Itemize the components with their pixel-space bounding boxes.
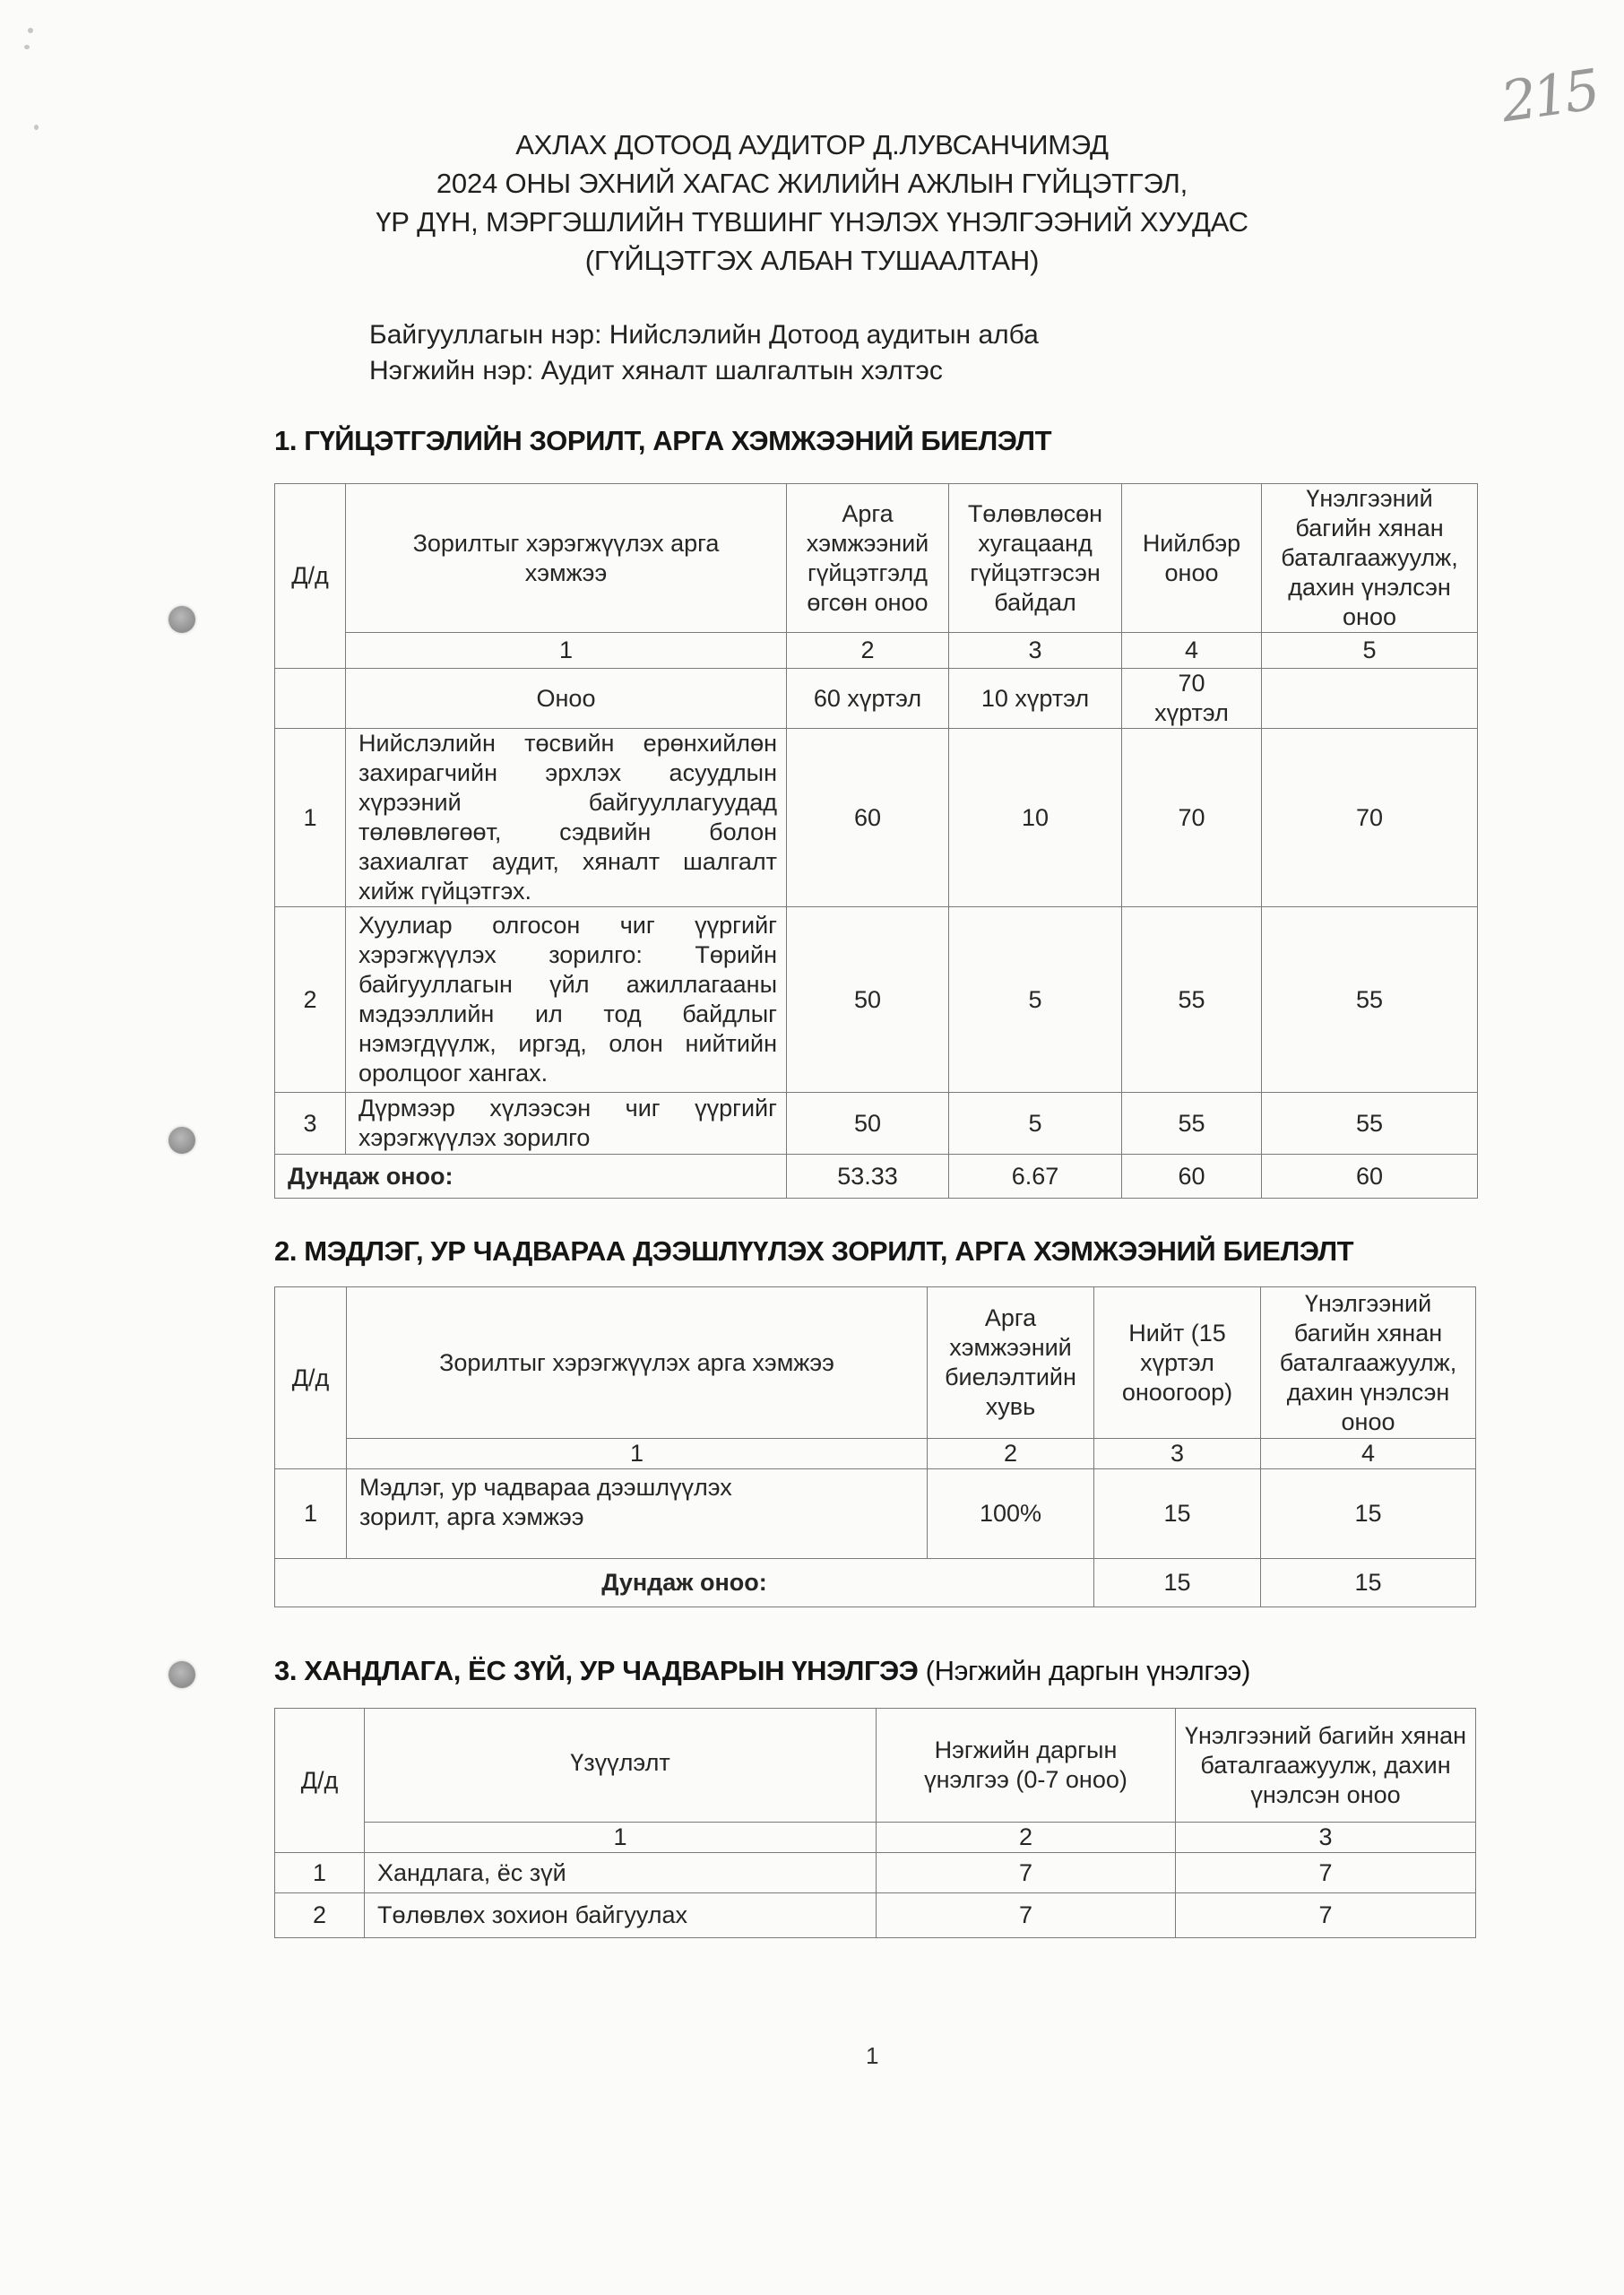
max-score-row	[275, 669, 1478, 729]
col-header-score: Арга хэмжээний гүйцэтгэлд өгсөн оноо	[787, 484, 949, 633]
section-1-heading: 1. ГҮЙЦЭТГЭЛИЙН ЗОРИЛТ, АРГА ХЭМЖЭЭНИЙ БИЕЛЭЛТ	[274, 425, 1052, 456]
organization-name: Байгууллагын нэр: Нийслэлийн Дотоод аудитын алба	[369, 320, 1039, 350]
row-c5: 55	[1262, 907, 1478, 1093]
col-header-desc: Зорилтыг хэрэгжүүлэх арга хэмжээ	[347, 1287, 928, 1439]
max-score-label: Оноо	[346, 669, 787, 729]
row-no: 1	[275, 729, 346, 907]
col-number: 1	[347, 1439, 928, 1469]
col-number: 3	[1094, 1439, 1261, 1469]
scan-speck	[24, 45, 30, 49]
title-line: АХЛАХ ДОТООД АУДИТОР Д.ЛУВСАНЧИМЭД	[515, 129, 1109, 160]
column-number-row	[275, 633, 1478, 669]
col-number: 2	[787, 633, 949, 669]
max-score-c2: 60 хүртэл	[787, 669, 949, 729]
average-c2: 53.33	[787, 1155, 949, 1199]
row-no: 2	[275, 1893, 365, 1938]
table-row	[275, 1853, 1476, 1893]
col-header-timeliness: Төлөвлөсөн хугацаанд гүйцэтгэсэн байдал	[949, 484, 1122, 633]
row-desc: Хандлага, ёс зүй	[365, 1853, 877, 1893]
row-c2: 50	[787, 907, 949, 1093]
col-number: 5	[1262, 633, 1478, 669]
title-line: 2024 ОНЫ ЭХНИЙ ХАГАС ЖИЛИЙН АЖЛЫН ГҮЙЦЭТГЭЛ,	[436, 168, 1188, 199]
col-header-completion: Арга хэмжээний биелэлтийн хувь	[928, 1287, 1094, 1439]
page-number: 1	[866, 2042, 879, 2069]
row-c4: 15	[1261, 1469, 1476, 1559]
row-no: 1	[275, 1469, 347, 1559]
scan-speck	[28, 28, 33, 33]
average-label: Дундаж оноо:	[275, 1155, 787, 1199]
average-row	[275, 1155, 1478, 1199]
table-header-row	[275, 484, 1478, 633]
table-row	[275, 1469, 1476, 1559]
col-header-total: Нийлбэр оноо	[1122, 484, 1262, 633]
section-3-heading-bold: 3. ХАНДЛАГА, ЁС ЗҮЙ, УР ЧАДВАРЫН ҮНЭЛГЭЭ	[274, 1655, 919, 1686]
row-c3: 7	[1176, 1893, 1476, 1938]
col-number: 3	[1176, 1823, 1476, 1853]
table-row	[275, 1893, 1476, 1938]
table-header-row	[275, 1287, 1476, 1439]
table-row	[275, 907, 1478, 1093]
col-header-reassessed: Үнэлгээний багийн хянан баталгаажуулж, дахин үнэлсэн оноо	[1261, 1287, 1476, 1439]
row-c4: 55	[1122, 1093, 1262, 1155]
section-3-heading-note: (Нэгжийн даргын үнэлгээ)	[918, 1655, 1251, 1686]
col-header-total: Нийт (15 хүртэл оноогоор)	[1094, 1287, 1261, 1439]
max-score-c5	[1262, 669, 1478, 729]
performance-goals-table	[274, 483, 1478, 1199]
average-label: Дундаж оноо:	[275, 1559, 1094, 1607]
col-header-no: Д/д	[275, 1709, 365, 1853]
col-number: 1	[346, 633, 787, 669]
col-header-reassessed: Үнэлгээний багийн хянан баталгаажуулж, дахин үнэлсэн оноо	[1176, 1709, 1476, 1823]
unit-name: Нэгжийн нэр: Аудит хяналт шалгалтын хэлтэс	[369, 356, 943, 385]
row-c2: 7	[877, 1893, 1176, 1938]
punch-hole	[168, 1127, 195, 1154]
row-desc: Хуулиар олгосон чиг үүргийг хэрэгжүүлэх зорилго: Төрийн байгууллагын үйл ажиллагааны мэдээллийн ил тод байдлыг нэмэгдүүлж, иргэд, олон нийтийн оролцоог хангах.	[346, 907, 787, 1093]
row-c3: 5	[949, 907, 1122, 1093]
col-number: 4	[1261, 1439, 1476, 1469]
column-number-row	[275, 1439, 1476, 1469]
row-c3: 5	[949, 1093, 1122, 1155]
col-number: 2	[877, 1823, 1176, 1853]
row-desc: Төлөвлөх зохион байгуулах	[365, 1893, 877, 1938]
row-c5: 70	[1262, 729, 1478, 907]
title-line: ҮР ДҮН, МЭРГЭШЛИЙН ТҮВШИНГ ҮНЭЛЭХ ҮНЭЛГЭЭНИЙ ХУУДАС	[376, 206, 1248, 238]
row-no: 3	[275, 1093, 346, 1155]
document-title	[0, 126, 1624, 280]
col-number: 2	[928, 1439, 1094, 1469]
row-c3: 7	[1176, 1853, 1476, 1893]
punch-hole	[168, 1661, 195, 1688]
row-desc: Нийслэлийн төсвийн ерөнхийлөн захирагчийн эрхлэх асуудлын хүрээний байгууллагуудад төлөвлөгөөт, сэдвийн болон захиалгат аудит, хяналт шалгалт хийж гүйцэтгэх.	[346, 729, 787, 907]
average-row	[275, 1559, 1476, 1607]
section-2-heading: 2. МЭДЛЭГ, УР ЧАДВАРАА ДЭЭШЛҮҮЛЭХ ЗОРИЛТ, АРГА ХЭМЖЭЭНИЙ БИЕЛЭЛТ	[274, 1235, 1354, 1267]
average-c3: 15	[1094, 1559, 1261, 1607]
punch-hole	[168, 606, 195, 633]
table-row	[275, 729, 1478, 907]
row-no: 1	[275, 1853, 365, 1893]
col-number: 1	[365, 1823, 877, 1853]
col-header-no: Д/д	[275, 1287, 347, 1469]
row-c3: 10	[949, 729, 1122, 907]
average-c3: 6.67	[949, 1155, 1122, 1199]
table-row	[275, 1093, 1478, 1155]
col-number: 4	[1122, 633, 1262, 669]
title-line: (ГҮЙЦЭТГЭХ АЛБАН ТУШААЛТАН)	[584, 245, 1040, 276]
row-desc: Дүрмээр хүлээсэн чиг үүргийг хэрэгжүүлэх зорилго	[346, 1093, 787, 1155]
empty-cell	[275, 669, 346, 729]
row-no: 2	[275, 907, 346, 1093]
col-header-reassessed: Үнэлгээний багийн хянан баталгаажуулж, дахин үнэлсэн оноо	[1262, 484, 1478, 633]
average-c4: 15	[1261, 1559, 1476, 1607]
row-c2: 50	[787, 1093, 949, 1155]
row-c2: 7	[877, 1853, 1176, 1893]
col-header-desc: Зорилтыг хэрэгжүүлэх арга хэмжээ	[346, 484, 787, 633]
row-c3: 15	[1094, 1469, 1261, 1559]
row-c4: 55	[1122, 907, 1262, 1093]
attitude-ethics-table	[274, 1708, 1476, 1938]
organization-info	[369, 317, 1039, 389]
col-header-indicator: Үзүүлэлт	[365, 1709, 877, 1823]
col-header-no: Д/д	[275, 484, 346, 669]
row-c2: 60	[787, 729, 949, 907]
row-desc: Мэдлэг, ур чадвараа дээшлүүлэх зорилт, арга хэмжээ	[347, 1469, 928, 1559]
average-c4: 60	[1122, 1155, 1262, 1199]
skills-development-table	[274, 1286, 1476, 1607]
col-header-head-score: Нэгжийн даргын үнэлгээ (0-7 оноо)	[877, 1709, 1176, 1823]
row-c2: 100%	[928, 1469, 1094, 1559]
max-score-c3: 10 хүртэл	[949, 669, 1122, 729]
column-number-row	[275, 1823, 1476, 1853]
col-number: 3	[949, 633, 1122, 669]
row-c4: 70	[1122, 729, 1262, 907]
handwritten-page-mark: 215	[1497, 56, 1601, 135]
average-c5: 60	[1262, 1155, 1478, 1199]
max-score-c4: 70 хүртэл	[1122, 669, 1262, 729]
row-c5: 55	[1262, 1093, 1478, 1155]
table-header-row	[275, 1709, 1476, 1823]
section-3-heading	[274, 1655, 1250, 1687]
